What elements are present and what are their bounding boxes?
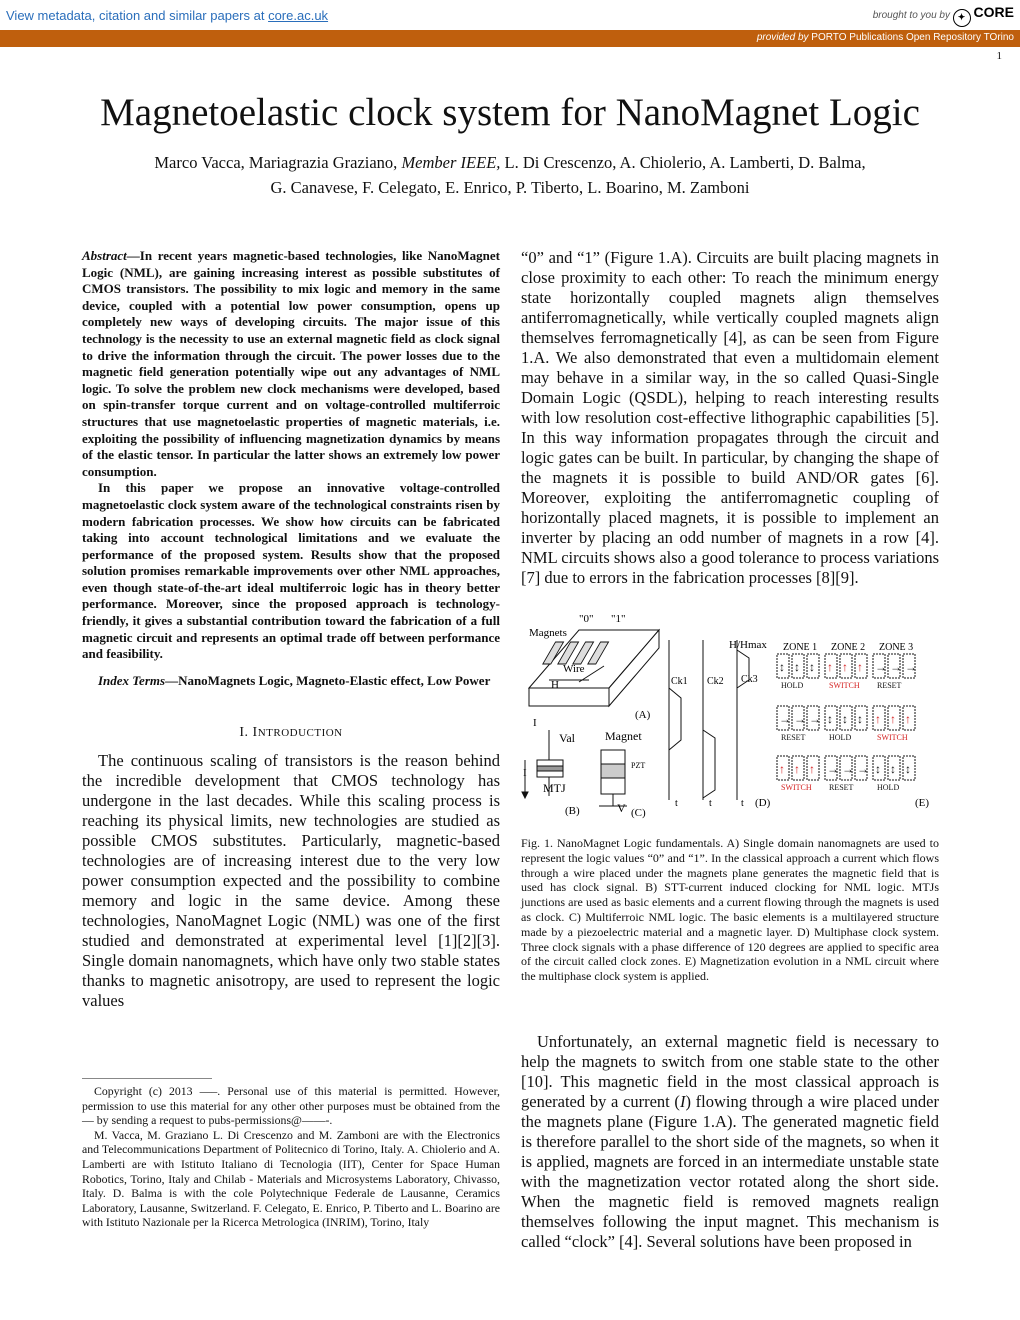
magnetization-arrow: → <box>875 660 887 674</box>
magnetization-arrow: ↕ <box>857 712 863 726</box>
figure-1-drawing <box>519 610 939 832</box>
abstract-label: Abstract <box>82 248 127 263</box>
magnetization-arrow: → <box>890 660 902 674</box>
fig-label-hhmax: H/Hmax <box>729 639 767 651</box>
fig-label-ck3: Ck3 <box>741 674 758 685</box>
zone-grid <box>777 654 917 792</box>
core-logo[interactable] <box>953 4 1014 27</box>
magnetization-arrow: ↑ <box>794 762 800 776</box>
magnetization-arrow: ↑ <box>809 762 815 776</box>
abstract-paragraph-1: Abstract—In recent years magnetic-based technologies, like NanoMagnet Logic (NML), are gaining increasing interest as possible substitutes of CMOS transistors. The possibility to mix logic and memory in the same device, coupled with a potential low power consumption, opens up completely new ways of developing circuits. The major issue of this technology is the necessity to use an external magnetic field as clock signal to drive the information through the circuit. The power losses due to the magnetic field generation potentially wipe out any advantages of NML logic. To solve the problem new clock mechanisms were developed, based on spin-transfer torque current and on voltage-controlled multiferroic structures that use magnetoelastic properties of magnetic materials, i.e. exploiting the possibility of influencing magnetization dynamics by means of the elastic tensor. In particular the latter shows an extremely low power consumption. <box>82 248 500 479</box>
fig-label-h: H <box>551 679 559 691</box>
author-list <box>60 150 960 200</box>
magnetization-arrow: ↑ <box>827 660 833 674</box>
paragraph-clock-field <box>521 1032 939 1252</box>
fig-label-t1: t <box>675 798 678 809</box>
footnotes <box>82 1084 500 1230</box>
magnetization-arrow: ↑ <box>857 660 863 674</box>
magnetization-arrow: → <box>779 712 791 726</box>
fig-label-a: (A) <box>635 709 651 721</box>
magnetization-arrow: ↑ <box>842 660 848 674</box>
section-first-letter: I <box>252 725 258 741</box>
fig-label-mtj: MTJ <box>543 781 566 795</box>
fig-label-zone1: ZONE 1 <box>783 642 818 653</box>
fig-label-ck2: Ck2 <box>707 676 724 687</box>
footnote-divider <box>82 1078 212 1079</box>
zone-state-label: RESET <box>877 681 902 690</box>
provided-by-label: provided by <box>756 32 809 43</box>
magnetization-arrow: → <box>857 762 869 776</box>
fig-label-zone2: ZONE 2 <box>831 642 866 653</box>
zone-state-label: RESET <box>829 783 854 792</box>
magnetization-arrow: → <box>842 762 854 776</box>
zone-state-label: HOLD <box>877 783 900 792</box>
copyright-footnote: Copyright (c) 2013 —–. Personal use of this material is permitted. However, permission to use this material for any other other purposes must be obtained from the — by sending a request to pubs-permissions@——-. <box>82 1084 500 1128</box>
fig-label-val: Val <box>559 731 575 745</box>
abstract-text-1: In recent years magnetic-based technologies, like NanoMagnet Logic (NML), are gaining increasing interest as possible substitutes of CMOS transistors. The possibility to mix logic and memory in the same device, coupled with a potential low power consumption, opens up completely new ways of developing circuits. The major issue of this technology is the necessity to use an external magnetic field as clock signal to drive the information through the circuit. The power losses due to the magnetic field generation potentially wipe out any advantages of NML logic. To solve the problem new clock mechanisms were developed, based on spin-transfer torque current and on voltage-controlled multiferroic structures that use magnetoelastic properties of magnetic materials, i.e. exploiting the possibility of influencing magnetization dynamics by means of the elastic tensor. In particular the latter shows an extremely low power consumption. <box>82 248 500 479</box>
page-number: 1 <box>996 50 1002 62</box>
section-number: I. <box>239 725 249 741</box>
metadata-text: View metadata, citation and similar papers at <box>6 8 269 23</box>
fig-label-wire: Wire <box>563 663 585 675</box>
clock-field-text-b: ) flowing through a wire placed under the magnets plane (Figure 1.A). The generated magnetic field is therefore parallel to the short side of the magnets, so when it is applied, magnets are forced in an intermediate unstable state with the magnetization vector rotated along the short side. When the magnetic field is removed magnets realign themselves following the input magnet. This mechanism is called “clock” [4]. Several solutions have been proposed in <box>521 1092 939 1251</box>
fig-label-t3: t <box>741 798 744 809</box>
magnetization-arrow: ↕ <box>842 712 848 726</box>
fig-label-magnet: Magnet <box>605 729 642 743</box>
magnetization-arrow: → <box>827 762 839 776</box>
zone-state-label: SWITCH <box>829 681 860 690</box>
magnetization-arrow: ↕ <box>809 660 815 674</box>
authors-line1-c: L. Di Crescenzo, A. Chiolerio, A. Lamberti, D. Balma, <box>504 153 866 172</box>
panel-a <box>529 630 659 706</box>
magnetization-arrow: ↕ <box>827 712 833 726</box>
magnetization-arrow: → <box>809 712 821 726</box>
intro-paragraph-right: “0” and “1” (Figure 1.A). Circuits are built placing magnets in close proximity to each other: To reach the minimum energy state horizontally coupled magnets align themselves antiferromagnetically, while vertically coupled magnets align themselves ferromagnetically [4], as can be seen from Figure 1.A. We also demonstrated that even a multidomain element may behave in a similar way, in the so called Quasi-Single Domain Logic (QSDL), helping to reach interesting results with low resolution cost-effective lithographic capabilities [5]. In this way information propagates through the circuit and logic gates can be built. In particular, by changing the shape of the magnets it is possible to build AND/OR gates [6]. Moreover, exploiting the antiferromagnetic coupling of horizontally placed magnets, it is possible to implement an inverter by placing an odd number of magnets in a row [4]. NML circuits shows also a good tolerance to process variations [7] due to errors in the fabrication processes [8][9]. <box>521 248 939 587</box>
abstract-paragraph-2: In this paper we propose an innovative voltage-controlled magnetoelastic clock system aware of the technological constraints risen by modern fabrication processes. We show how circuits can be fabricated taking into account technological limitations and we evaluate the performance of the proposed system. Results show that the proposed solution promises remarkable improvements over other NML approaches, even though state-of-the-art ideal multiferroic logic has in theory better performance. Moreover, since the proposed approach is technology-friendly, it gives a substantial contribution toward the fabrication of a full magnetic circuit and represents an optimal trade off between performance and feasibility. <box>82 480 500 662</box>
intro-paragraph-left: The continuous scaling of transistors is the reason behind the incredible development that CMOS technology has undergone in the last decades. While this scaling process is reaching its physical limits, new technologies are studied as possible CMOS substitutes. Particularly, magnetic-based technologies are of increasing interest due to the very low power consumption expected and the possibility to combine memory and logic in the same device. Among these technologies, NanoMagnet Logic (NML) was one of the first studied and demonstrated at experimental level [1][2][3]. Single domain nanomagnets, which have only two stable states thanks to magnetic anisotropy, are used to represent the logic values <box>82 751 500 1011</box>
magnetization-arrow: ↕ <box>779 660 785 674</box>
magnetization-arrow: ↕ <box>875 762 881 776</box>
panel-d <box>669 640 749 800</box>
metadata-line <box>6 8 328 23</box>
index-terms-text: NanoMagnets Logic, Magneto-Elastic effect, Low Power <box>178 672 491 688</box>
caption-text: NanoMagnet Logic fundamentals. A) Single domain nanomagnets are used to represent the logic values “0” and “1”. In the classical approach a current which flows through a wire placed under the magnets plane generates the magnetic field that is used has clock signal. B) STT-current induced clocking for NML logic. MTJs junctions are used as basic elements and a current flowing through the magnets is used as clock. C) Multiferroic NML logic. The basic elements is a multilayered structure made by a piezoelectric material and a magnetic layer. D) Multiphase clock system. Three clock signals with a phase difference of 120 degrees are applied to specific area of the circuit called clock zones. E) Magnetization evolution in a NML circuit where the multiphase clock system is applied. <box>521 836 939 984</box>
section-heading-introduction <box>82 725 500 741</box>
magnetization-arrow: ↑ <box>890 712 896 726</box>
magnetization-arrow: ↕ <box>794 660 800 674</box>
fig-label-ck1: Ck1 <box>671 676 688 687</box>
fig-label-zone3: ZONE 3 <box>879 642 914 653</box>
fig-label-pzt: PZT <box>631 761 646 770</box>
fig-label-c: (C) <box>631 807 646 819</box>
magnetization-arrow: ↑ <box>905 712 911 726</box>
provided-by-bar <box>0 30 1020 47</box>
provided-by <box>757 32 1014 43</box>
section-title-rest: NTRODUCTION <box>257 727 343 740</box>
zone-state-label: HOLD <box>781 681 804 690</box>
caption-label: Fig. 1. <box>521 836 553 850</box>
fig-label-i2: I <box>523 767 527 779</box>
fig-label-one: "1" <box>611 613 626 625</box>
current-symbol: I <box>679 1092 686 1111</box>
fig-label-i: I <box>533 717 537 729</box>
authors-member: Member IEEE, <box>401 153 501 172</box>
fig-label-magnets: Magnets <box>529 627 567 639</box>
authors-line1-a: Marco Vacca, Mariagrazia Graziano, <box>154 153 398 172</box>
brought-by-text: brought to you by <box>872 10 950 21</box>
magnetization-arrow: → <box>794 712 806 726</box>
panel-c <box>599 750 627 806</box>
core-banner <box>0 0 1020 30</box>
authors-line2: G. Canavese, F. Celegato, E. Enrico, P. Tiberto, L. Boarino, M. Zamboni <box>270 178 750 197</box>
index-terms-label: Index Terms <box>98 672 166 688</box>
zone-state-label: SWITCH <box>781 783 812 792</box>
magnetization-arrow: ↕ <box>890 762 896 776</box>
fig-label-b: (B) <box>565 805 580 817</box>
magnetization-arrow: ↑ <box>875 712 881 726</box>
clock-field-text-a: Unfortunately, an external magnetic field is necessary to help the magnets to switch from one stable state to the other [10]. This magnetic field in the most classical approach is generated by a current ( <box>521 1032 939 1111</box>
fig-label-d: (D) <box>755 797 771 809</box>
zone-state-label: SWITCH <box>877 733 908 742</box>
fig-label-t2: t <box>709 798 712 809</box>
core-logo-text: CORE <box>973 4 1014 20</box>
fig-label-e: (E) <box>915 797 930 809</box>
paper-title: Magnetoelastic clock system for NanoMagnet Logic <box>100 91 920 134</box>
left-column <box>82 248 500 1011</box>
core-logo-icon: ✦ <box>953 9 971 27</box>
magnetization-arrow: ↕ <box>905 762 911 776</box>
right-column-continued <box>521 1032 939 1252</box>
fig-label-zero: "0" <box>579 613 594 625</box>
magnetization-arrow: → <box>905 660 917 674</box>
zone-state-label: RESET <box>781 733 806 742</box>
figure-1-caption <box>521 836 939 984</box>
affiliation-footnote: M. Vacca, M. Graziano L. Di Crescenzo and M. Zamboni are with the Electronics and Telecommunications Department of Politecnico di Torino, Italy. A. Chiolerio and A. Lamberti are with Istituto Italiano di Tecnologia (IIT), Center for Space Human Robotics, Torino, Italy and Chilab - Materials and Microsystems Laboratory, Chivasso, Italy. D. Balma is with the cole Polytechnique Federale de Lausanne, Ceramics Laboratory, Lausanne, Switzerland. F. Celegato, E. Enrico, P. Tiberto and L. Boarino are with Istituto Nazionale per la Ricerca Metrologica (INRIM), Torino, Italy <box>82 1127 500 1230</box>
index-terms: Index Terms—NanoMagnets Logic, Magneto-Elastic effect, Low Power <box>98 672 491 688</box>
figure-1 <box>519 610 939 832</box>
core-link[interactable]: core.ac.uk <box>268 8 329 23</box>
zone-state-label: HOLD <box>829 733 852 742</box>
right-column <box>521 248 939 588</box>
magnetization-arrow: ↑ <box>779 762 785 776</box>
provided-by-link[interactable]: PORTO Publications Open Repository TOrino <box>811 32 1014 43</box>
fig-label-v: V <box>617 801 626 815</box>
